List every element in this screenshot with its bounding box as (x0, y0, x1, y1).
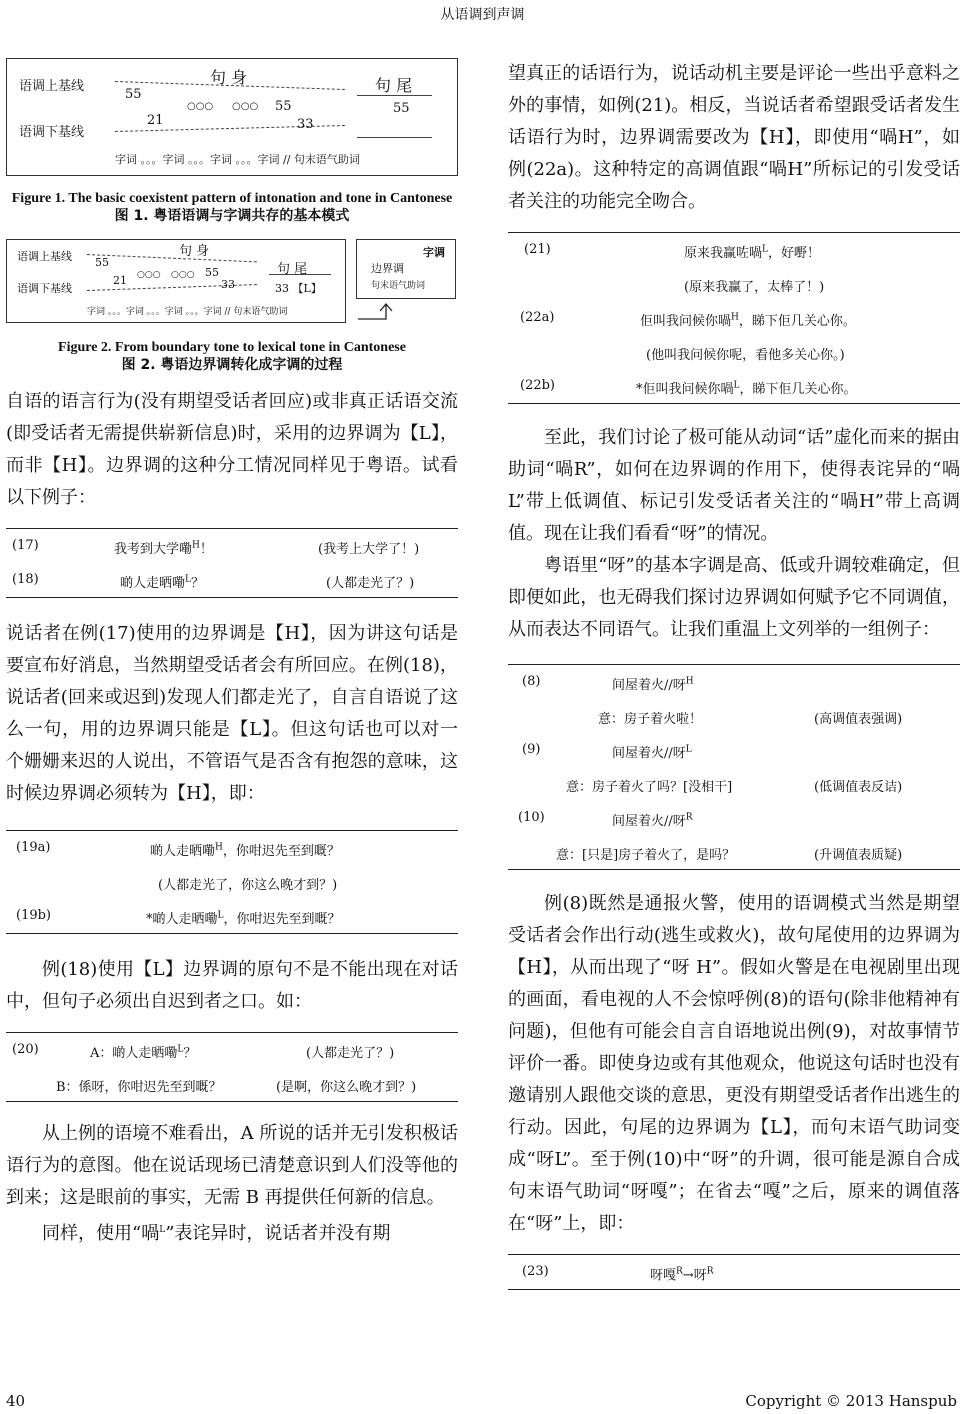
example-gloss: (他叫我问候你呢，看他多关心你。) (646, 348, 845, 363)
upper-baseline-line (87, 254, 257, 262)
dots: ○○○ (137, 270, 161, 280)
figure-2-main-box (6, 239, 346, 323)
word-row: 字词 。。。字词 。。。字词 。。。字词 // 句末语气助词 (87, 307, 288, 317)
example-number: (9) (522, 742, 541, 757)
dots: ○○○ (187, 101, 214, 112)
example-number: (19a) (16, 840, 51, 855)
sentence-tail-label: 句 尾 (375, 76, 413, 95)
tone-value: 55 (125, 87, 142, 102)
lower-baseline-label: 语调下基线 (19, 125, 85, 140)
example-gloss: (我考上大学了！) (318, 542, 420, 557)
paragraph: 从上例的语境不难看出，A 所说的话并无引发积极话语行为的意图。他在说话现场已清楚意识到人们没等他的到来；这是眼前的事实，无需 B 再提供任何新的信息。 (6, 1123, 458, 1208)
right-column (508, 52, 960, 1290)
upper-baseline-label: 语调上基线 (19, 79, 85, 94)
example-row (6, 831, 458, 865)
example-number: (8) (522, 674, 541, 689)
example-number: (18) (12, 572, 39, 587)
figure-1 (6, 58, 458, 176)
paragraph: 至此，我们讨论了极可能从动词“话”虚化而来的据由助词“喎R”，如何在边界调的作用下，使得表诧异的“喎 L”带上低调值、标记引发受话者关注的“喎H”带上高调值。现在让我们看看“呀”的情况。 (508, 427, 960, 544)
tone-value: 21 (147, 113, 164, 128)
turn-arrow-icon (356, 301, 396, 325)
dots: ○○○ (171, 270, 195, 280)
sentence-body-label: 句 身 (210, 68, 248, 87)
example-gloss: (是啊，你这么晚才到？) (276, 1080, 417, 1095)
example-row (6, 865, 458, 899)
example-text: 间屋着火//呀$^R$ (612, 812, 693, 829)
example-8-10 (508, 664, 960, 870)
example-gloss: (人都走光了？) (326, 576, 415, 591)
word-row: 字词 。。。字词 。。。字词 。。。字词 // 句末语气助词 (115, 153, 360, 166)
example-number: (19b) (16, 908, 52, 923)
paragraph: 自语的语言行为(没有期望受话者回应)或非真正话语交流(即受话者无需提供崭新信息)时，采用的边界调为【L】，而非【H】。边界调的这种分工情况同样见于粤语。试看以下例子： (6, 391, 458, 508)
boundary-tone-label: 边界调 (371, 262, 404, 275)
figure-2-caption-zh: 图 2. 粤语边界调转化成字调的过程 (121, 357, 343, 373)
example-text: 我考到大学嘞$^H$！ (114, 540, 213, 557)
example-17-18 (6, 528, 458, 598)
example-21-22 (508, 232, 960, 404)
example-text: 间屋着火//呀$^L$ (612, 744, 692, 761)
example-note: (高调值表强调) (814, 712, 903, 727)
example-row (6, 529, 458, 563)
example-text: *啲人走晒嘞$^L$，你咁迟先至到嘅？ (146, 910, 341, 927)
example-text: 佢叫我问候你喎$^H$，睇下佢几关心你。 (640, 312, 856, 329)
figure-2-side-box (356, 239, 456, 299)
tone-value: 33 (221, 278, 235, 291)
example-text: A：啲人走晒嘞$^L$？ (90, 1044, 197, 1061)
example-23 (508, 1254, 960, 1290)
lexical-tone-label: 字调 (423, 246, 445, 259)
example-gloss: (人都走光了，你这么晚才到？) (158, 878, 338, 893)
example-row (508, 369, 960, 403)
example-row (508, 1255, 960, 1289)
example-gloss: (人都走光了？) (306, 1046, 395, 1061)
page-number: 40 (6, 1392, 26, 1410)
figure-1-caption-en: Figure 1. The basic coexistent pattern of intonation and tone in Cantonese (11, 191, 453, 206)
example-row (508, 301, 960, 335)
example-number: (21) (524, 242, 551, 257)
paragraph: 粤语里“呀”的基本字调是高、低或升调较难确定，但即便如此，也无碍我们探讨边界调如何赋予它不同调值，从而表达不同语气。让我们重温上文列举的一组例子： (508, 555, 960, 640)
lower-baseline-label: 语调下基线 (17, 282, 72, 295)
example-gloss: (原来我赢了，太棒了！) (684, 280, 825, 295)
upper-baseline-label: 语调上基线 (17, 250, 72, 263)
example-row (508, 335, 960, 369)
example-number: (10) (518, 810, 545, 825)
example-row (6, 1067, 458, 1101)
example-text: 啲人走晒嘞$^L$？ (120, 574, 205, 591)
example-row (6, 899, 458, 933)
paragraph: 说话者在例(17)使用的边界调是【H】，因为讲这句话是要宣布好消息，当然期望受话者会有所回应。在例(18)，说话者(回来或迟到)发现人们都走光了，自言自语说了这么一句，用的边界调只能是【L】。但这句话也可以对一个姗姗来迟的人说出，不管语气是否含有抱怨的意味，这时候边界调必须转为【H】，即： (6, 623, 458, 804)
example-row (508, 665, 960, 699)
example-row (508, 767, 960, 801)
example-row (508, 835, 960, 869)
example-row (6, 1033, 458, 1067)
example-number: (17) (12, 538, 39, 553)
tail-tone-value: 33 【L】 (275, 282, 322, 295)
tail-upper-line (357, 95, 432, 96)
example-text: 呀嘎$^R$→呀$^R$ (650, 1266, 714, 1283)
paragraph: 例(18)使用【L】边界调的原句不是不能出现在对话中，但句子必须出自迟到者之口。如： (6, 959, 458, 1012)
left-column (6, 52, 458, 1250)
example-note: (低调值表反诘) (814, 780, 903, 795)
example-text: B：係呀，你咁迟先至到嘅？ (56, 1080, 222, 1095)
paragraph: 望真正的话语行为，说话动机主要是评论一些出乎意料之外的事情，如例(21)。相反，当说话者希望跟受话者发生话语行为时，边界调需要改为【H】，即使用“喎H”，如例(22a)。这种特定的高调值跟“喎H”所标记的引发受话者关注的功能完全吻合。 (508, 63, 960, 212)
example-row (508, 801, 960, 835)
example-note: (升调值表质疑) (814, 848, 903, 863)
tone-value: 55 (275, 99, 292, 114)
example-gloss: 意：房子着火啦！ (598, 712, 703, 727)
paragraph: 同样，使用“喎$^L$”表诧异时，说话者并没有期 (42, 1223, 391, 1244)
tone-value: 33 (297, 117, 314, 132)
tone-value: 55 (205, 266, 219, 279)
example-row (508, 267, 960, 301)
example-20 (6, 1032, 458, 1102)
example-text: 啲人走晒嘞$^H$，你咁迟先至到嘅？ (150, 842, 340, 859)
example-text: *佢叫我问候你喎$^L$，睇下佢几关心你。 (636, 380, 857, 397)
example-text: 原来我赢咗喎$^L$，好嘢！ (684, 244, 821, 261)
tone-value: 21 (113, 274, 127, 287)
example-row (6, 563, 458, 597)
example-number: (22b) (520, 378, 556, 393)
example-number: (22a) (520, 310, 555, 325)
sentence-body-label: 句 身 (179, 244, 210, 259)
tail-lower-line (357, 137, 432, 138)
example-number: (23) (522, 1264, 549, 1279)
tail-upper-line (269, 274, 331, 275)
example-text: 间屋着火//呀$^H$ (612, 676, 694, 693)
example-gloss: 意：房子着火了吗？[没相干] (566, 780, 733, 795)
tone-value: 55 (393, 101, 410, 116)
copyright: Copyright © 2013 Hanspub (745, 1392, 957, 1410)
sentence-tail-label: 句 尾 (277, 262, 308, 277)
running-header: 从语调到声调 (440, 7, 525, 23)
paragraph: 例(8)既然是通报火警，使用的语调模式当然是期望受话者会作出行动(逃生或救火)，故句尾使用的边界调为【H】，从而出现了“呀 H”。假如火警是在电视剧里出现的画面，看电视的人不会惊呼例(8)的语句(除非他精神有问题)，但他有可能会自言自语地说出例(9)，对故事情节评价一番。即使身边或有其他观众，他说这句话时也没有邀请别人跟他交谈的意思，更没有期望受话者作出逃生的行动。因此，句尾的边界调为【L】，而句末语气助词变成“呀L”。至于例(10)中“呀”的升调，很可能是源自合成句末语气助词“呀嘎”；在省去“嘎”之后，原来的调值落在“呀”上，即： (508, 893, 960, 1234)
dots: ○○○ (232, 101, 259, 112)
tone-value: 55 (95, 256, 109, 269)
particle-label: 句末语气助词 (371, 281, 426, 291)
figure-1-caption-zh: 图 1. 粤语语调与字调共存的基本模式 (114, 208, 350, 224)
figure-2-caption-en: Figure 2. From boundary tone to lexical tone in Cantonese (58, 340, 406, 355)
example-row (508, 733, 960, 767)
example-gloss: 意：[只是]房子着火了，是吗？ (556, 848, 736, 863)
example-19 (6, 830, 458, 934)
example-row (508, 233, 960, 267)
figure-2 (6, 239, 458, 339)
example-number: (20) (12, 1042, 39, 1057)
example-row (508, 699, 960, 733)
